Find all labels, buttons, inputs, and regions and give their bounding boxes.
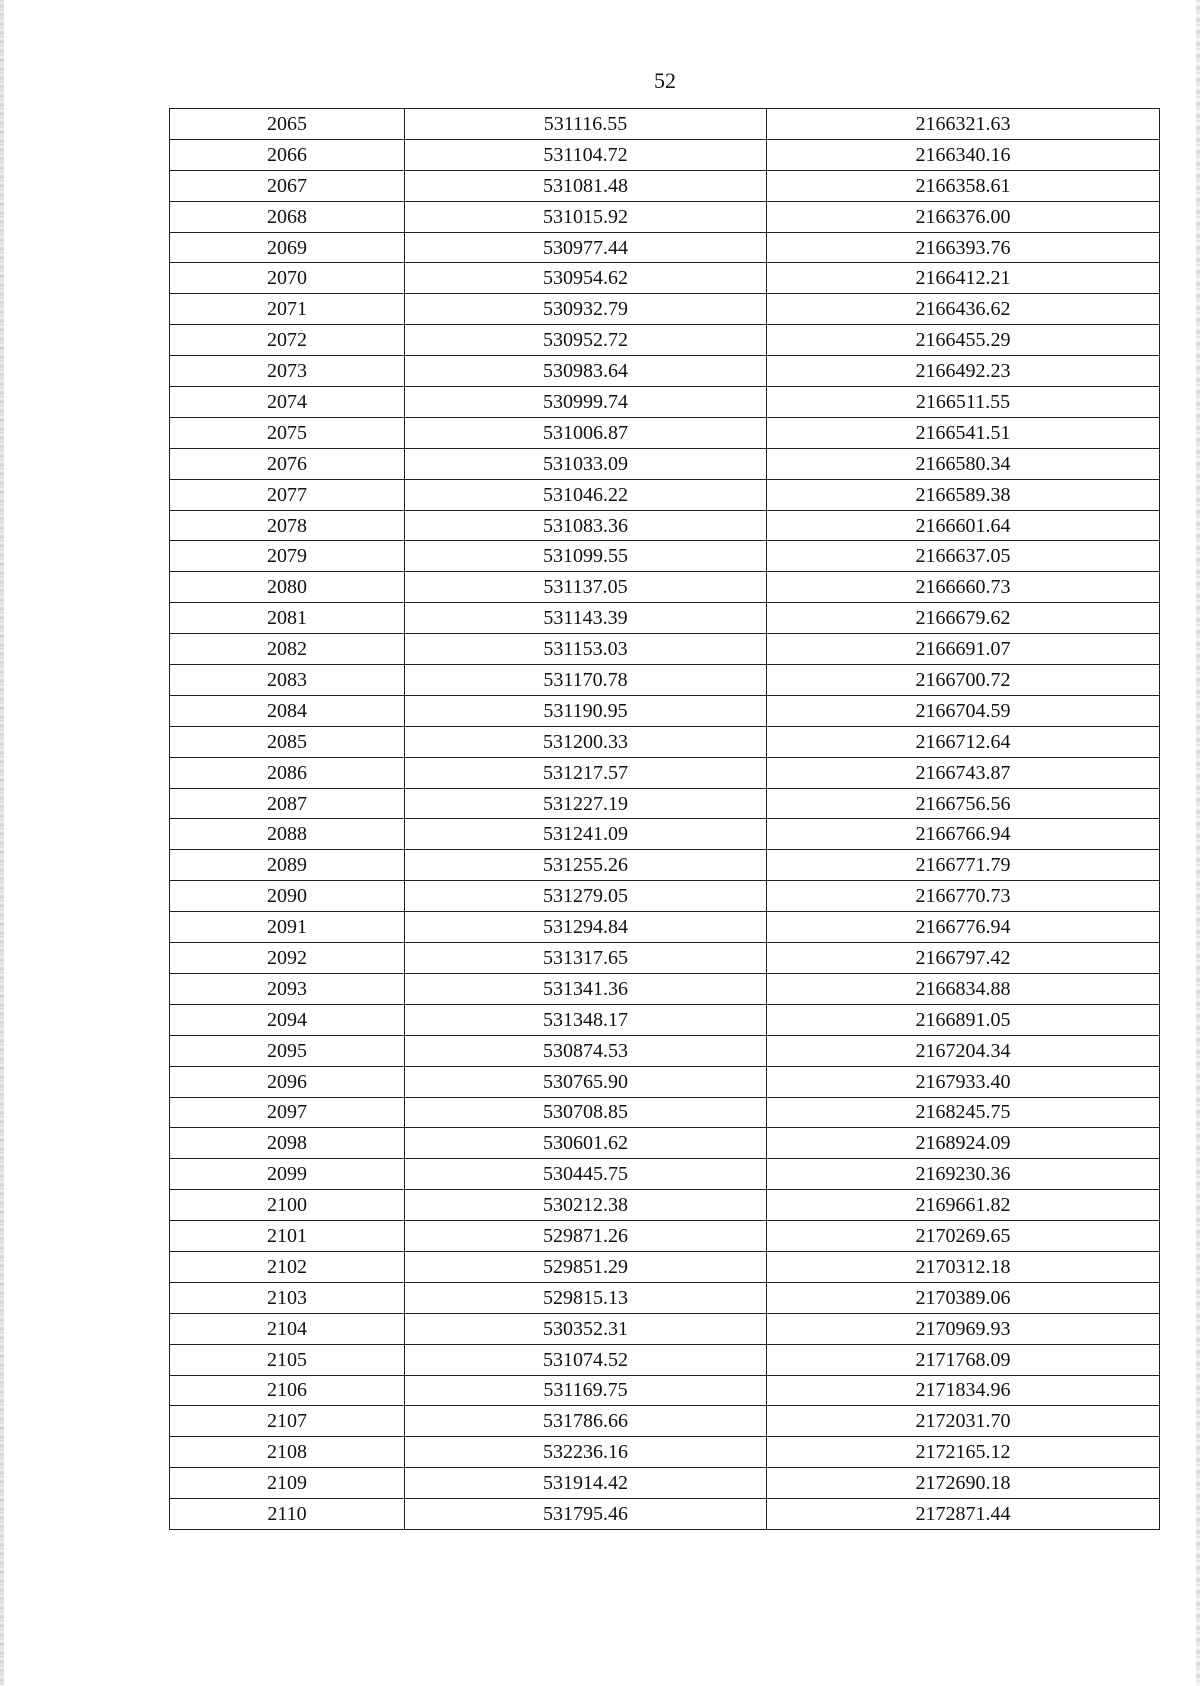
y-coordinate-cell: 2166393.76 [767,232,1160,263]
point-number-cell: 2068 [170,201,405,232]
y-coordinate-cell: 2166376.00 [767,201,1160,232]
point-number-cell: 2076 [170,448,405,479]
point-number-cell: 2080 [170,572,405,603]
point-number-cell: 2108 [170,1437,405,1468]
table-row [170,541,1160,572]
table-row [170,356,1160,387]
y-coordinate-cell: 2166660.73 [767,572,1160,603]
table-row [170,479,1160,510]
table-row [170,510,1160,541]
x-coordinate-cell: 531104.72 [405,139,767,170]
point-number-cell: 2099 [170,1159,405,1190]
x-coordinate-cell: 531083.36 [405,510,767,541]
x-coordinate-cell: 531317.65 [405,943,767,974]
table-row [170,634,1160,665]
point-number-cell: 2071 [170,294,405,325]
point-number-cell: 2079 [170,541,405,572]
table-row [170,850,1160,881]
point-number-cell: 2065 [170,109,405,140]
point-number-cell: 2092 [170,943,405,974]
x-coordinate-cell: 531116.55 [405,109,767,140]
x-coordinate-cell: 531255.26 [405,850,767,881]
point-number-cell: 2082 [170,634,405,665]
point-number-cell: 2097 [170,1097,405,1128]
x-coordinate-cell: 531169.75 [405,1375,767,1406]
x-coordinate-cell: 530952.72 [405,325,767,356]
y-coordinate-cell: 2170389.06 [767,1282,1160,1313]
table-row [170,1406,1160,1437]
point-number-cell: 2069 [170,232,405,263]
y-coordinate-cell: 2166601.64 [767,510,1160,541]
x-coordinate-cell: 531081.48 [405,170,767,201]
x-coordinate-cell: 531348.17 [405,1004,767,1035]
point-number-cell: 2102 [170,1251,405,1282]
x-coordinate-cell: 529851.29 [405,1251,767,1282]
x-coordinate-cell: 531279.05 [405,881,767,912]
point-number-cell: 2106 [170,1375,405,1406]
y-coordinate-cell: 2170969.93 [767,1313,1160,1344]
point-number-cell: 2100 [170,1190,405,1221]
y-coordinate-cell: 2166834.88 [767,973,1160,1004]
table-row [170,1282,1160,1313]
y-coordinate-cell: 2169661.82 [767,1190,1160,1221]
table-row [170,448,1160,479]
table-row [170,1128,1160,1159]
point-number-cell: 2072 [170,325,405,356]
x-coordinate-cell: 531914.42 [405,1468,767,1499]
y-coordinate-cell: 2166771.79 [767,850,1160,881]
x-coordinate-cell: 530977.44 [405,232,767,263]
scan-edge-right [1196,0,1200,1686]
table-row [170,943,1160,974]
x-coordinate-cell: 531137.05 [405,572,767,603]
table-row [170,881,1160,912]
point-number-cell: 2098 [170,1128,405,1159]
coordinates-table [169,108,1160,1530]
point-number-cell: 2095 [170,1035,405,1066]
x-coordinate-cell: 530765.90 [405,1066,767,1097]
point-number-cell: 2094 [170,1004,405,1035]
point-number-cell: 2075 [170,417,405,448]
y-coordinate-cell: 2166340.16 [767,139,1160,170]
point-number-cell: 2109 [170,1468,405,1499]
point-number-cell: 2093 [170,973,405,1004]
table-row [170,1066,1160,1097]
table-row [170,1313,1160,1344]
x-coordinate-cell: 531074.52 [405,1344,767,1375]
table-row [170,201,1160,232]
y-coordinate-cell: 2166712.64 [767,726,1160,757]
table-row [170,788,1160,819]
point-number-cell: 2087 [170,788,405,819]
table-row [170,819,1160,850]
y-coordinate-cell: 2166455.29 [767,325,1160,356]
x-coordinate-cell: 531046.22 [405,479,767,510]
x-coordinate-cell: 529815.13 [405,1282,767,1313]
y-coordinate-cell: 2172871.44 [767,1499,1160,1530]
x-coordinate-cell: 530601.62 [405,1128,767,1159]
y-coordinate-cell: 2170312.18 [767,1251,1160,1282]
table-row [170,572,1160,603]
y-coordinate-cell: 2166358.61 [767,170,1160,201]
point-number-cell: 2067 [170,170,405,201]
table-row [170,1035,1160,1066]
y-coordinate-cell: 2168245.75 [767,1097,1160,1128]
x-coordinate-cell: 530708.85 [405,1097,767,1128]
x-coordinate-cell: 530983.64 [405,356,767,387]
y-coordinate-cell: 2166766.94 [767,819,1160,850]
table-row [170,139,1160,170]
y-coordinate-cell: 2167204.34 [767,1035,1160,1066]
y-coordinate-cell: 2166412.21 [767,263,1160,294]
page-number: 52 [654,68,676,93]
point-number-cell: 2101 [170,1221,405,1252]
table-row [170,232,1160,263]
x-coordinate-cell: 531006.87 [405,417,767,448]
x-coordinate-cell: 530352.31 [405,1313,767,1344]
table-row [170,325,1160,356]
point-number-cell: 2089 [170,850,405,881]
x-coordinate-cell: 531795.46 [405,1499,767,1530]
x-coordinate-cell: 530999.74 [405,387,767,418]
x-coordinate-cell: 531015.92 [405,201,767,232]
y-coordinate-cell: 2166637.05 [767,541,1160,572]
y-coordinate-cell: 2172690.18 [767,1468,1160,1499]
table-row [170,1344,1160,1375]
point-number-cell: 2104 [170,1313,405,1344]
x-coordinate-cell: 530212.38 [405,1190,767,1221]
x-coordinate-cell: 531786.66 [405,1406,767,1437]
x-coordinate-cell: 531200.33 [405,726,767,757]
x-coordinate-cell: 530874.53 [405,1035,767,1066]
y-coordinate-cell: 2166704.59 [767,695,1160,726]
y-coordinate-cell: 2166770.73 [767,881,1160,912]
point-number-cell: 2078 [170,510,405,541]
x-coordinate-cell: 531294.84 [405,912,767,943]
x-coordinate-cell: 530445.75 [405,1159,767,1190]
y-coordinate-cell: 2166679.62 [767,603,1160,634]
x-coordinate-cell: 531099.55 [405,541,767,572]
y-coordinate-cell: 2171834.96 [767,1375,1160,1406]
point-number-cell: 2073 [170,356,405,387]
y-coordinate-cell: 2166589.38 [767,479,1160,510]
x-coordinate-cell: 531241.09 [405,819,767,850]
y-coordinate-cell: 2166580.34 [767,448,1160,479]
y-coordinate-cell: 2168924.09 [767,1128,1160,1159]
table-row [170,1190,1160,1221]
point-number-cell: 2096 [170,1066,405,1097]
y-coordinate-cell: 2166743.87 [767,757,1160,788]
table-row [170,726,1160,757]
point-number-cell: 2066 [170,139,405,170]
point-number-cell: 2105 [170,1344,405,1375]
table-row [170,1159,1160,1190]
y-coordinate-cell: 2166321.63 [767,109,1160,140]
table-row [170,263,1160,294]
table-row [170,912,1160,943]
x-coordinate-cell: 531170.78 [405,665,767,696]
table-row [170,1004,1160,1035]
y-coordinate-cell: 2171768.09 [767,1344,1160,1375]
y-coordinate-cell: 2166691.07 [767,634,1160,665]
x-coordinate-cell: 530954.62 [405,263,767,294]
table-row [170,757,1160,788]
y-coordinate-cell: 2172165.12 [767,1437,1160,1468]
table-row [170,1375,1160,1406]
point-number-cell: 2110 [170,1499,405,1530]
table-row [170,973,1160,1004]
x-coordinate-cell: 529871.26 [405,1221,767,1252]
x-coordinate-cell: 531227.19 [405,788,767,819]
point-number-cell: 2086 [170,757,405,788]
table-row [170,1251,1160,1282]
table-row [170,1468,1160,1499]
point-number-cell: 2091 [170,912,405,943]
y-coordinate-cell: 2166541.51 [767,417,1160,448]
point-number-cell: 2084 [170,695,405,726]
point-number-cell: 2070 [170,263,405,294]
table-row [170,417,1160,448]
table-row [170,170,1160,201]
point-number-cell: 2090 [170,881,405,912]
x-coordinate-cell: 531217.57 [405,757,767,788]
point-number-cell: 2088 [170,819,405,850]
y-coordinate-cell: 2166797.42 [767,943,1160,974]
y-coordinate-cell: 2167933.40 [767,1066,1160,1097]
y-coordinate-cell: 2166776.94 [767,912,1160,943]
point-number-cell: 2081 [170,603,405,634]
x-coordinate-cell: 531341.36 [405,973,767,1004]
y-coordinate-cell: 2172031.70 [767,1406,1160,1437]
table-row [170,387,1160,418]
point-number-cell: 2085 [170,726,405,757]
table-row [170,1221,1160,1252]
y-coordinate-cell: 2166700.72 [767,665,1160,696]
point-number-cell: 2083 [170,665,405,696]
x-coordinate-cell: 531153.03 [405,634,767,665]
y-coordinate-cell: 2169230.36 [767,1159,1160,1190]
coordinates-table-body [170,109,1160,1530]
table-row [170,1097,1160,1128]
scan-edge-left [0,0,4,1686]
y-coordinate-cell: 2166436.62 [767,294,1160,325]
table-row [170,1499,1160,1530]
table-row [170,603,1160,634]
point-number-cell: 2077 [170,479,405,510]
y-coordinate-cell: 2166756.56 [767,788,1160,819]
x-coordinate-cell: 532236.16 [405,1437,767,1468]
y-coordinate-cell: 2166492.23 [767,356,1160,387]
x-coordinate-cell: 531190.95 [405,695,767,726]
table-row [170,695,1160,726]
table-row [170,294,1160,325]
y-coordinate-cell: 2166891.05 [767,1004,1160,1035]
point-number-cell: 2103 [170,1282,405,1313]
x-coordinate-cell: 531143.39 [405,603,767,634]
y-coordinate-cell: 2166511.55 [767,387,1160,418]
table-row [170,665,1160,696]
point-number-cell: 2074 [170,387,405,418]
point-number-cell: 2107 [170,1406,405,1437]
x-coordinate-cell: 530932.79 [405,294,767,325]
table-row [170,109,1160,140]
table-row [170,1437,1160,1468]
x-coordinate-cell: 531033.09 [405,448,767,479]
y-coordinate-cell: 2170269.65 [767,1221,1160,1252]
